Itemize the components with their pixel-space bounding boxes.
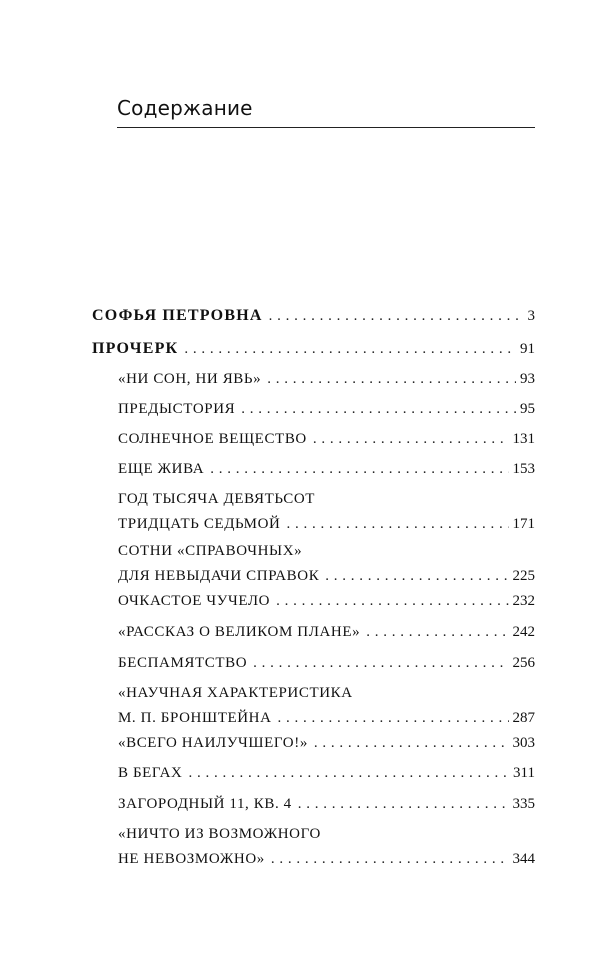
heading-divider bbox=[117, 127, 535, 128]
dot-leader bbox=[241, 401, 516, 418]
toc-entry-page: 256 bbox=[512, 655, 535, 671]
toc-entry-title: «НИ СОН, НИ ЯВЬ» bbox=[118, 371, 262, 387]
dot-leader bbox=[298, 796, 509, 813]
toc-entry-title: В БЕГАХ bbox=[118, 765, 183, 781]
toc-entry-title: СОФЬЯ ПЕТРОВНА bbox=[92, 307, 263, 324]
toc-entry-sotni-spravochnyh[interactable] bbox=[118, 543, 535, 585]
toc-entry-title: НЕ НЕВОЗМОЖНО» bbox=[118, 851, 265, 867]
toc-entry-page: 93 bbox=[520, 371, 535, 387]
toc-entry-title: ОЧКАСТОЕ ЧУЧЕЛО bbox=[118, 593, 271, 609]
toc-entry-title: ПРОЧЕРК bbox=[92, 340, 179, 357]
toc-entry-sofya-petrovna[interactable] bbox=[92, 307, 535, 325]
toc-entry-page: 335 bbox=[512, 796, 535, 812]
toc-entry-title: СОЛНЕЧНОЕ ВЕЩЕСТВО bbox=[118, 431, 307, 447]
toc-entry-page: 3 bbox=[527, 308, 535, 324]
toc-entry-page: 95 bbox=[520, 401, 535, 417]
toc-entry-page: 225 bbox=[512, 568, 535, 584]
toc-entry-page: 153 bbox=[512, 461, 535, 477]
toc-entry-page: 91 bbox=[520, 341, 535, 357]
toc-entry-page: 344 bbox=[512, 851, 535, 867]
dot-leader bbox=[314, 735, 509, 752]
toc-entry-page: 131 bbox=[512, 431, 535, 447]
dot-leader bbox=[286, 516, 508, 533]
toc-entry-ni-son-ni-yav[interactable] bbox=[118, 371, 535, 388]
toc-entry-nauchnaya-harakteristika[interactable] bbox=[118, 685, 535, 727]
toc-entry-title: «РАССКАЗ О ВЕЛИКОМ ПЛАНЕ» bbox=[118, 624, 361, 640]
toc-entry-eshche-zhiva[interactable] bbox=[118, 461, 535, 478]
dot-leader bbox=[210, 461, 508, 478]
toc-entry-nichto-iz-vozmozhnogo[interactable] bbox=[118, 826, 535, 868]
dot-leader bbox=[313, 431, 509, 448]
dot-leader bbox=[276, 593, 508, 610]
toc-entry-title: «ВСЕГО НАИЛУЧШЕГО!» bbox=[118, 735, 308, 751]
dot-leader bbox=[267, 371, 516, 388]
toc-entry-predystoriya[interactable] bbox=[118, 401, 535, 418]
toc-entry-title: М. П. БРОНШТЕЙНА bbox=[118, 710, 272, 726]
toc-entry-page: 242 bbox=[512, 624, 535, 640]
toc-entry-page: 303 bbox=[512, 735, 535, 751]
dot-leader bbox=[325, 568, 508, 585]
dot-leader bbox=[188, 765, 509, 782]
page-title: Содержание bbox=[117, 96, 253, 120]
toc-entry-rasskaz-o-velikom-plane[interactable] bbox=[118, 624, 535, 641]
toc-entry-v-begah[interactable] bbox=[118, 765, 535, 782]
toc-entry-page: 287 bbox=[512, 710, 535, 726]
toc-entry-vsego-nailuchshego[interactable] bbox=[118, 735, 535, 752]
dot-leader bbox=[271, 851, 509, 868]
toc-entry-page: 311 bbox=[513, 765, 535, 781]
toc-entry-solnechnoe-veshchestvo[interactable] bbox=[118, 431, 535, 448]
toc-entry-title: БЕСПАМЯТСТВО bbox=[118, 655, 248, 671]
toc-entry-title: ЕЩЕ ЖИВА bbox=[118, 461, 205, 477]
toc-entry-title: ПРЕДЫСТОРИЯ bbox=[118, 401, 236, 417]
toc-entry-title: ДЛЯ НЕВЫДАЧИ СПРАВОК bbox=[118, 568, 320, 584]
toc-entry-page: 171 bbox=[512, 516, 535, 532]
dot-leader bbox=[184, 341, 516, 358]
toc-entry-ochkastoe-chuchelo[interactable] bbox=[118, 593, 535, 610]
toc-entry-page: 232 bbox=[512, 593, 535, 609]
toc-entry-procherk[interactable] bbox=[92, 340, 535, 358]
toc-entry-title: ЗАГОРОДНЫЙ 11, КВ. 4 bbox=[118, 796, 292, 812]
toc-entry-title-line1: «НАУЧНАЯ ХАРАКТЕРИСТИКА bbox=[118, 685, 353, 701]
toc-entry-title-line1: «НИЧТО ИЗ ВОЗМОЖНОГО bbox=[118, 826, 321, 842]
toc-entry-bespamyatstvo[interactable] bbox=[118, 655, 535, 672]
dot-leader bbox=[278, 710, 509, 727]
dot-leader bbox=[269, 308, 524, 325]
dot-leader bbox=[253, 655, 508, 672]
toc-entry-zagorodnyi[interactable] bbox=[118, 796, 535, 813]
toc-entry-title-line1: СОТНИ «СПРАВОЧНЫХ» bbox=[118, 543, 303, 559]
toc-entry-god-tysyacha[interactable] bbox=[118, 491, 535, 533]
dot-leader bbox=[366, 624, 508, 641]
toc-entry-title: ТРИДЦАТЬ СЕДЬМОЙ bbox=[118, 516, 281, 532]
toc-entry-title-line1: ГОД ТЫСЯЧА ДЕВЯТЬСОТ bbox=[118, 491, 316, 507]
